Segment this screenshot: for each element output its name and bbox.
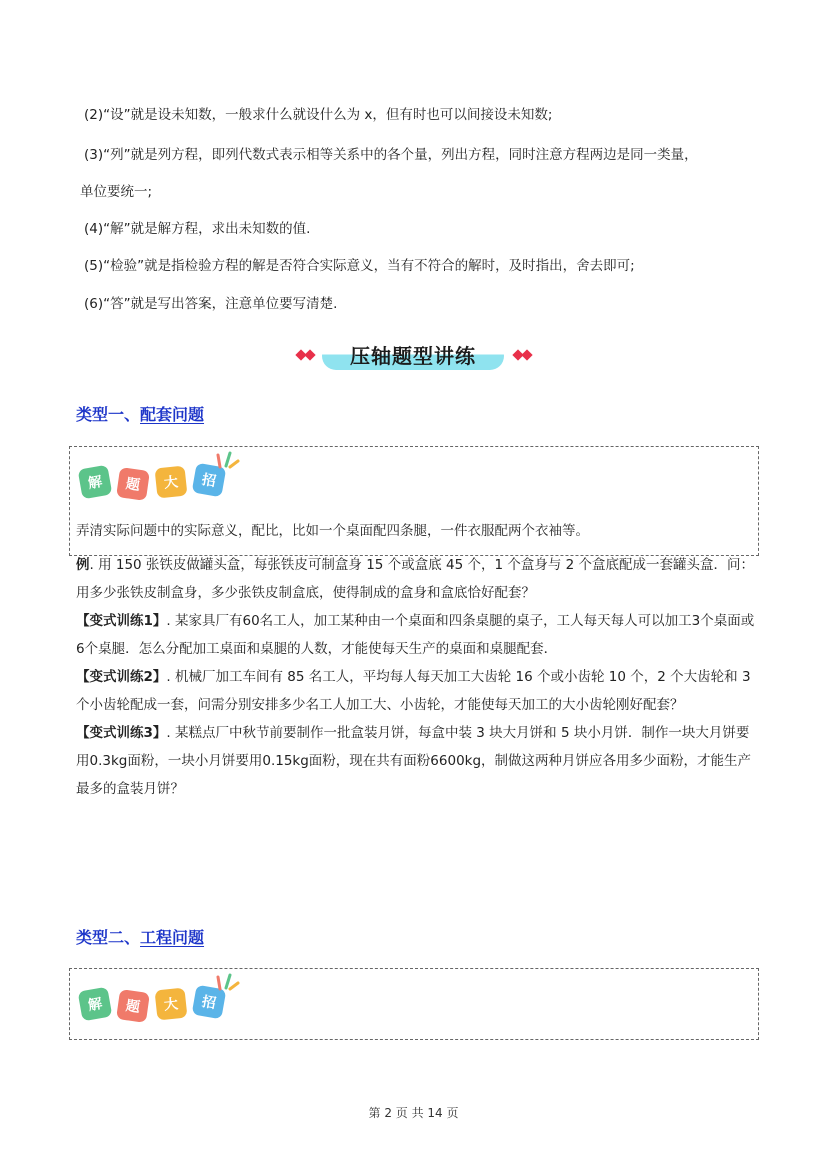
tile-da: 大 (155, 466, 188, 499)
example-label: 例 (76, 557, 90, 573)
type1-tips-box (69, 446, 759, 556)
type1-prefix: 类型一、 (76, 405, 141, 424)
tile-zhao: 招 (192, 463, 227, 498)
step-4: (4)“解”就是解方程，求出未知数的值. (84, 221, 311, 237)
step-2: (2)“设”就是设未知数，一般求什么就设什么为 x，但有时也可以间接设未知数; (84, 107, 553, 123)
step-3: (3)“列”就是列方程，即列代数式表示相等关系中的各个量，列出方程，同时注意方程两边是同一类量， (84, 147, 698, 163)
spark-icon (216, 449, 240, 469)
training-2-label: 【变式训练2】 (76, 669, 167, 685)
example-problem: 例. 用 150 张铁皮做罐头盒，每张铁皮可制盒身 15 个或盒底 45 个，1 个盒身与 2 个盒底配成一套罐头盒．问：用多少张铁皮制盒身，多少张铁皮制盒底，使得制成的盒身和盒底恰好配套？ (76, 557, 755, 601)
page-footer: 第 2 页 共 14 页 (368, 1106, 459, 1120)
tile-ti: 题 (116, 989, 150, 1023)
banner-title: 压轴题型讲练 (350, 344, 476, 368)
tile-zhao: 招 (192, 985, 227, 1020)
step-5: (5)“检验”就是指检验方程的解是否符合实际意义，当有不符合的解时，及时指出，舍去即可; (84, 258, 635, 274)
type2-link[interactable]: 工程问题 (140, 928, 205, 947)
type1-link[interactable]: 配套问题 (140, 405, 205, 424)
tile-ti: 题 (116, 467, 150, 501)
type2-heading (76, 925, 204, 948)
type1-problems (76, 551, 756, 803)
diamond-icon (304, 349, 315, 360)
type2-prefix: 类型二、 (76, 928, 141, 947)
section-banner (294, 338, 539, 374)
step-3-cont: 单位要统一; (80, 184, 153, 200)
training-1: 【变式训练1】. 某家具厂有60名工人，加工某种由一个桌面和四条桌腿的桌子，工人每天每人可以加工3个桌面或6个桌腿．怎么分配加工桌面和桌腿的人数，才能使每天生产的桌面和桌腿配套． (76, 613, 755, 657)
type1-heading (76, 402, 204, 425)
step-6: (6)“答”就是写出答案，注意单位要写清楚. (84, 296, 338, 312)
spark-icon (216, 971, 240, 991)
training-2: 【变式训练2】. 机械厂加工车间有 85 名工人，平均每人每天加工大齿轮 16 个或小齿轮 10 个，2 个大齿轮和 3 个小齿轮配成一套，问需分别安排多少名工人加工大、小齿轮，才能使每天加工的大小齿轮刚好配套？ (76, 669, 751, 713)
tile-jie: 解 (78, 987, 113, 1022)
diamond-icon (521, 349, 532, 360)
type1-tip-text: 弄清实际问题中的实际意义，配比，比如一个桌面配四条腿，一件衣服配两个衣袖等。 (76, 523, 589, 539)
tile-jie: 解 (78, 465, 113, 500)
training-3: 【变式训练3】. 某糕点厂中秋节前要制作一批盒装月饼，每盒中装 3 块大月饼和 5 块小月饼．制作一块大月饼要用0.3kg面粉，一块小月饼要用0.15kg面粉，现在共有面粉6600kg，制做这两种月饼应各用多少面粉，才能生产最多的盒装月饼？ (76, 725, 752, 797)
tile-da: 大 (155, 988, 188, 1021)
training-3-label: 【变式训练3】 (76, 725, 167, 741)
type2-tips-box (69, 968, 759, 1040)
training-1-label: 【变式训练1】 (76, 613, 167, 629)
